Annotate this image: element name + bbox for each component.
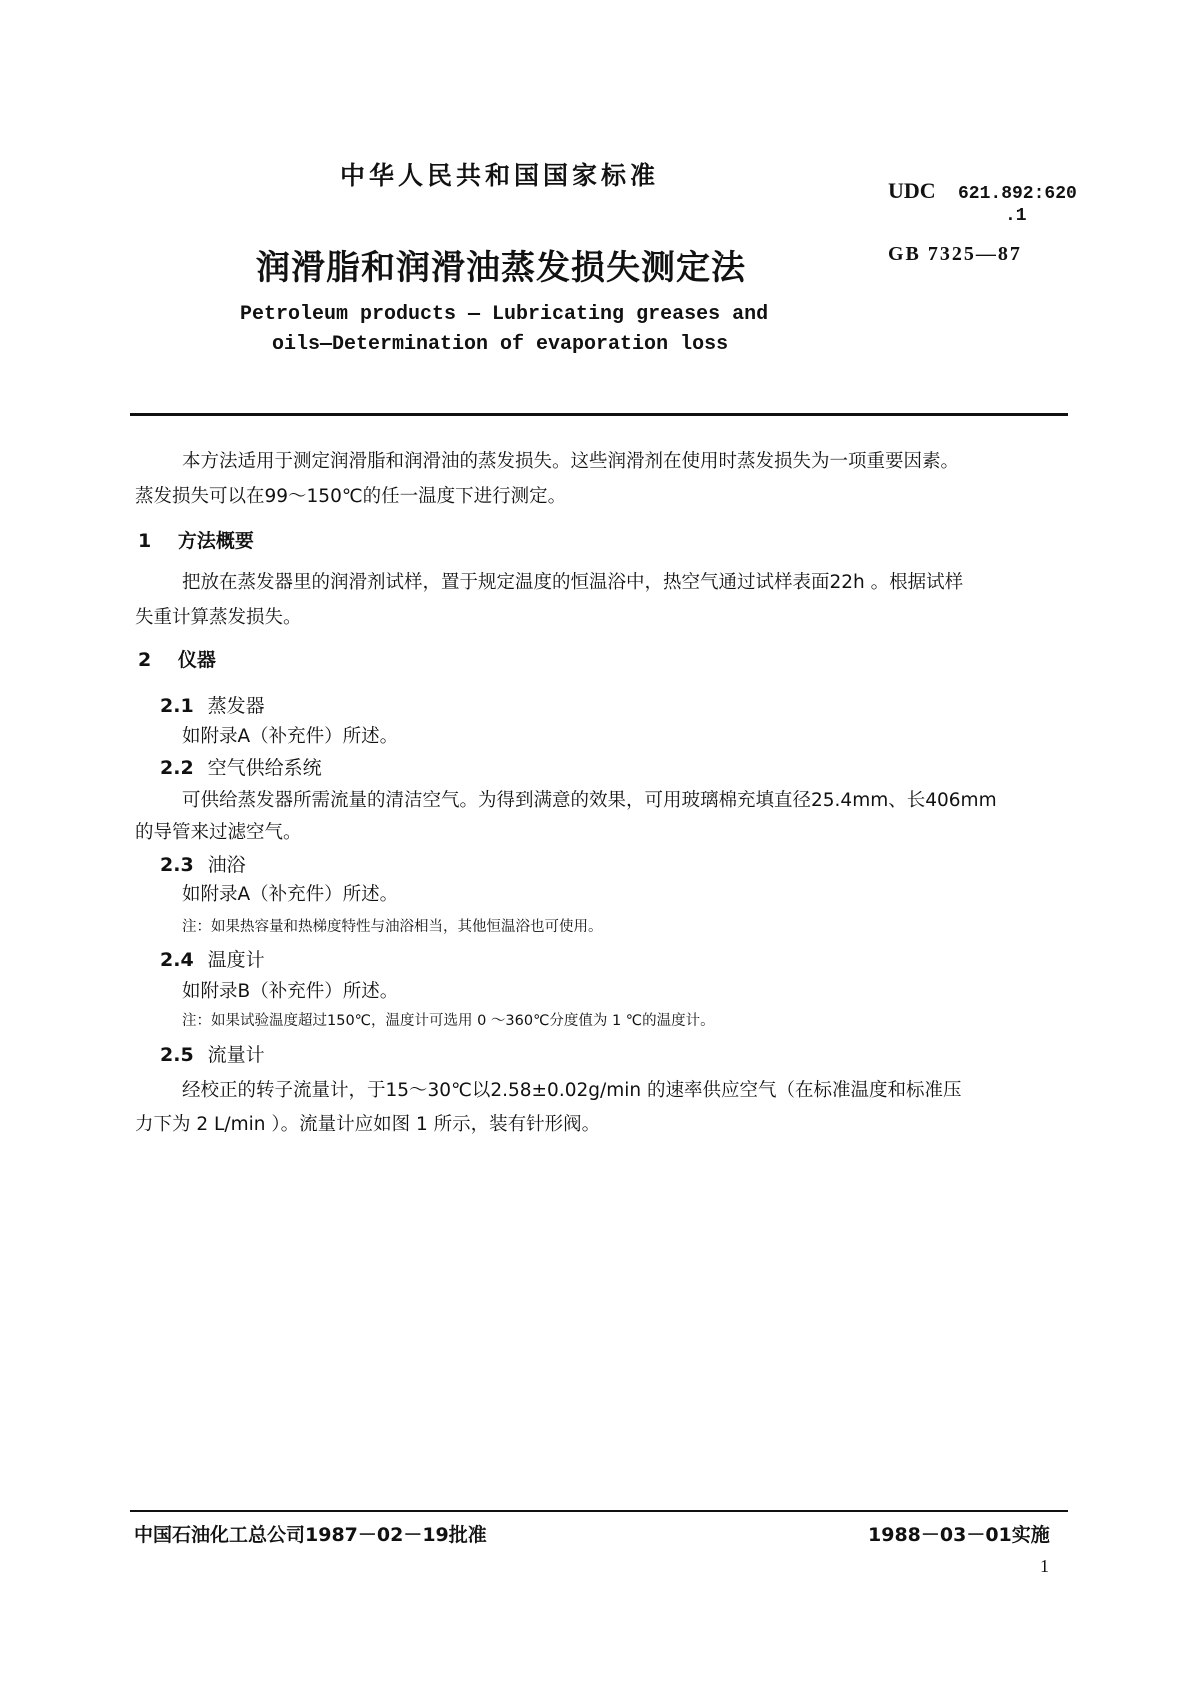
section-1-line-2: 失重计算蒸发损失。	[135, 607, 302, 628]
section-2-4-text: 如附录B（补充件）所述。	[182, 981, 399, 1002]
section-2-2-number: 2.2	[160, 757, 194, 779]
section-2-5-line-1: 经校正的转子流量计，于15～30℃以2.58±0.02g/min 的速率供应空气（在标准温度和标准压	[182, 1080, 962, 1101]
section-1-title: 方法概要	[177, 530, 254, 552]
section-2-3-title: 油浴	[207, 854, 246, 876]
document-title-en-line1: Petroleum products — Lubricating greases and	[240, 303, 769, 326]
header-divider	[130, 413, 1068, 416]
page-number: 1	[1040, 1556, 1049, 1576]
section-2-3-heading	[160, 850, 246, 877]
section-2-2-title: 空气供给系统	[207, 757, 322, 779]
udc-number: 621.892:620	[958, 184, 1077, 204]
section-2-4-title: 温度计	[207, 949, 265, 971]
section-2-3-note: 注：如果热容量和热梯度特性与油浴相当，其他恒温浴也可使用。	[182, 919, 603, 935]
document-title-cn: 润滑脂和润滑油蒸发损失测定法	[256, 248, 746, 288]
section-2-1-text: 如附录A（补充件）所述。	[182, 726, 399, 747]
section-2-1-heading	[160, 691, 265, 718]
intro-line-2: 蒸发损失可以在99～150℃的任一温度下进行测定。	[135, 486, 567, 507]
section-2-2-heading	[160, 753, 322, 780]
section-1-line-1: 把放在蒸发器里的润滑剂试样，置于规定温度的恒温浴中，热空气通过试样表面22h 。根据试样	[182, 572, 964, 593]
footer-divider	[130, 1510, 1068, 1512]
udc-label: UDC	[888, 178, 936, 203]
section-2-heading	[138, 645, 216, 672]
approval-date: 中国石油化工总公司1987－02－19批准	[134, 1524, 487, 1546]
section-2-5-title: 流量计	[207, 1044, 265, 1066]
section-2-4-note: 注：如果试验温度超过150℃，温度计可选用 0 ～360℃分度值为 1 ℃的温度计。	[182, 1013, 715, 1029]
section-2-5-line-2: 力下为 2 L/min ）。流量计应如图 1 所示，装有针形阀。	[135, 1114, 601, 1135]
section-1-heading	[138, 526, 254, 553]
gb-number: GB 7325—87	[888, 243, 1022, 265]
section-2-1-number: 2.1	[160, 695, 194, 717]
section-2-3-text: 如附录A（补充件）所述。	[182, 884, 399, 905]
standard-name: 中华人民共和国国家标准	[340, 161, 660, 190]
section-2-4-heading	[160, 945, 265, 972]
section-2-5-number: 2.5	[160, 1044, 194, 1066]
document-title-en-line2: oils—Determination of evaporation loss	[272, 333, 729, 356]
section-2-3-number: 2.3	[160, 854, 194, 876]
section-2-4-number: 2.4	[160, 949, 194, 971]
section-2-2-line-1: 可供给蒸发器所需流量的清洁空气。为得到满意的效果，可用玻璃棉充填直径25.4mm、长406mm	[182, 790, 997, 811]
section-2-title: 仪器	[177, 649, 216, 671]
intro-line-1: 本方法适用于测定润滑脂和润滑油的蒸发损失。这些润滑剂在使用时蒸发损失为一项重要因素。	[182, 451, 960, 472]
section-2-1-title: 蒸发器	[207, 695, 265, 717]
udc-sub-number: .1	[1005, 206, 1027, 226]
section-1-number: 1	[138, 530, 152, 552]
section-2-number: 2	[138, 649, 152, 671]
section-2-5-heading	[160, 1040, 265, 1067]
section-2-2-line-2: 的导管来过滤空气。	[135, 822, 302, 843]
implementation-date: 1988－03－01实施	[868, 1524, 1050, 1546]
